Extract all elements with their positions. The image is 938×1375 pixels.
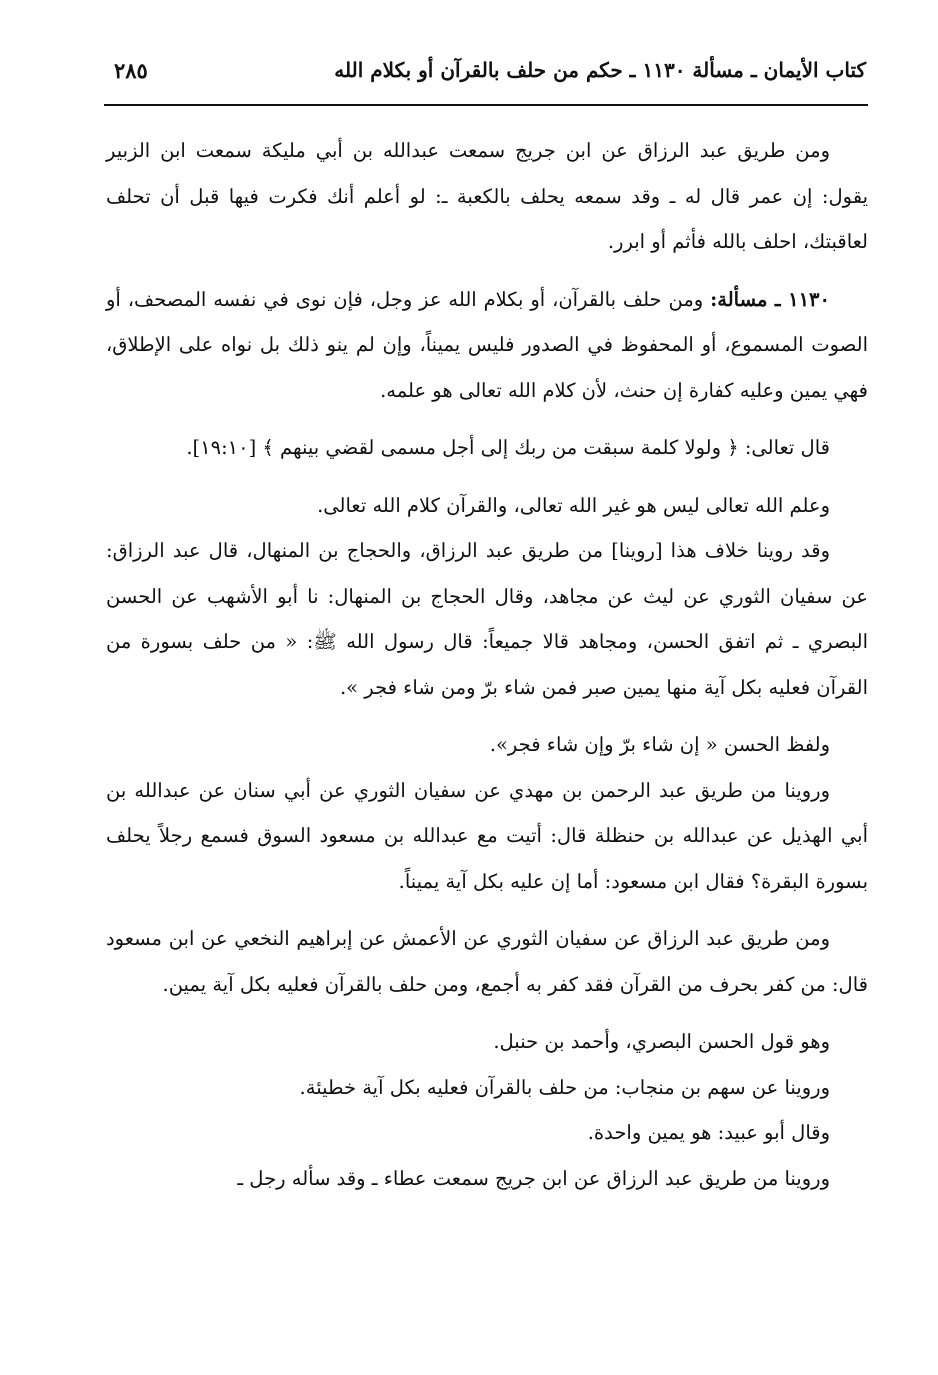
header-title: كتاب الأيمان ـ مسألة ١١٣٠ ـ حكم من حلف بالقرآن أو بكلام الله [334, 58, 866, 82]
paragraph-quran-verse: قال تعالى: ﴿ ولولا كلمة سبقت من ربك إلى أجل مسمى لقضي بينهم ﴾ [١٩:١٠]. [186, 436, 830, 459]
paragraph-9: وهو قول الحسن البصري، وأحمد بن حنبل. [493, 1030, 830, 1053]
paragraph-8: ومن طريق عبد الرزاق عن سفيان الثوري عن الأعمش عن إبراهيم النخعي عن ابن مسعود قال: من كفر بحرف من القرآن فقد كفر به أجمع، ومن حلف بالقرآن فعليه بكل آية يمين. [106, 927, 868, 996]
paragraph-4: وعلم الله تعالى ليس هو غير الله تعالى، والقرآن كلام الله تعالى. [317, 493, 830, 517]
paragraph-11: وقال أبو عبيد: هو يمين واحدة. [587, 1121, 830, 1144]
masala-heading: ١١٣٠ ـ مسألة: [710, 287, 831, 311]
paragraph-masala [106, 277, 868, 414]
page-number: ٢٨٥ [114, 58, 148, 83]
masala-text: ومن حلف بالقرآن، أو بكلام الله عز وجل، فإن نوى في نفسه المصحف، أو الصوت المسموع، أو المحفوظ في الصدور فليس يميناً، وإن لم ينو ذلك بل نواه على الإطلاق، فهي يمين وعليه كفارة إن حنث، لأن كلام الله تعالى هو علمه. [106, 287, 868, 402]
paragraph-12: وروينا من طريق عبد الرزاق عن ابن جريج سمعت عطاء ـ وقد سأله رجل ـ [237, 1166, 830, 1190]
header-divider [104, 104, 868, 106]
paragraph-10: وروينا عن سهم بن منجاب: من حلف بالقرآن فعليه بكل آية خطيئة. [299, 1075, 830, 1099]
paragraph-hadith: وقد روينا خلاف هذا [روينا] من طريق عبد الرزاق، والحجاج بن المنهال، قال عبد الرزاق: عن سفيان الثوري عن ليث عن مجاهد، وقال الحجاج بن المنهال: نا أبو الأشهب عن الحسن البصري ـ ثم اتفق الحسن، ومجاهد قالا جميعاً: قال رسول الله ﷺ: « من حلف بسورة من القرآن فعليه بكل آية منها يمين صبر فمن شاء برّ ومن شاء فجر ». [106, 539, 868, 699]
paragraph-6: ولفظ الحسن « إن شاء برّ وإن شاء فجر». [489, 733, 830, 756]
paragraph-7: وروينا من طريق عبد الرحمن بن مهدي عن سفيان الثوري عن أبي سنان عن عبدالله بن أبي الهذيل عن عبدالله بن حنظلة قال: أتيت مع عبدالله بن مسعود السوق فسمع رجلاً يحلف بسورة البقرة؟ فقال ابن مسعود: أما إن عليه بكل آية يميناً. [106, 778, 868, 893]
running-header [108, 58, 866, 92]
page-body [106, 128, 868, 1201]
paragraph-1: ومن طريق عبد الرزاق عن ابن جريج سمعت عبدالله بن أبي مليكة سمعت ابن الزبير يقول: إن عمر قال له ـ وقد سمعه يحلف بالكعبة ـ: لو أعلم أنك فكرت فيها قبل أن تحلف لعاقبتك، احلف بالله فأثم أو ابرر. [106, 139, 868, 253]
